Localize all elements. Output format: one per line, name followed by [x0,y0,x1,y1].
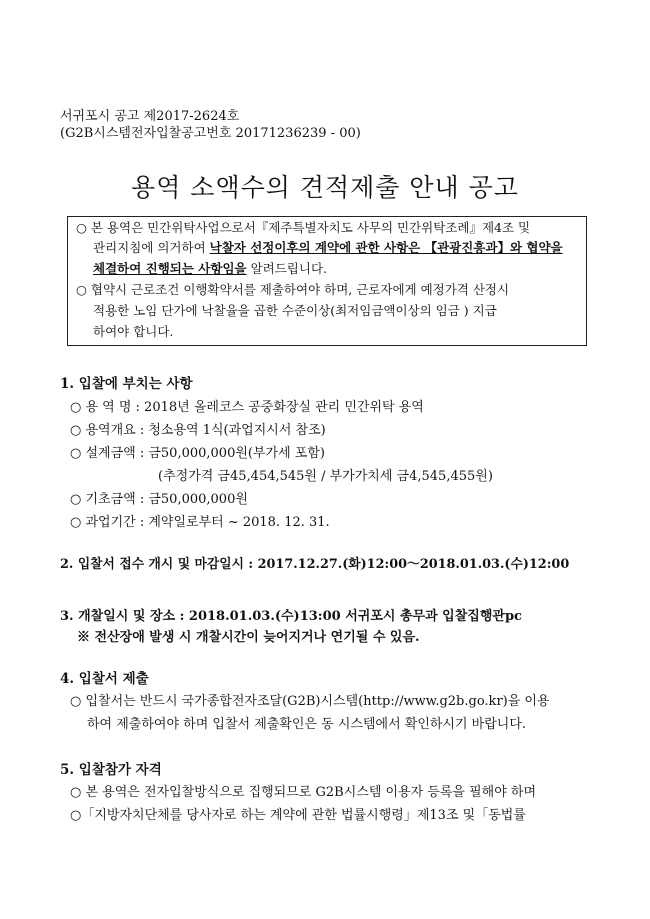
section-5-line2: ○「지방자치단체를 당사자로 하는 계약에 관한 법률시행령」제13조 및「동법률 [70,808,526,823]
notice-box [67,216,587,346]
box-p2-line2: 적용한 노임 단가에 낙찰율을 곱한 수준이상(최저임금액이상의 임금 ) 지급 [93,303,497,318]
page-title: 용역 소액수의 견적제출 안내 공고 [131,173,519,202]
section-3-title: 3. 개찰일시 및 장소 : 2018.01.03.(수)13:00 서귀포시 총무과 입찰집행관pc [60,609,522,624]
task-period: ○ 과업기간 : 계약일로부터 ~ 2018. 12. 31. [70,515,330,530]
section-5-title: 5. 입찰참가 자격 [60,762,162,778]
section-4-title: 4. 입찰서 제출 [60,671,149,687]
design-amount: ○ 설계금액 : 금50,000,000원(부가세 포함) [70,446,325,461]
box-p1-line3 [93,259,327,279]
service-name: ○ 용 역 명 : 2018년 올레코스 공중화장실 관리 민간위탁 용역 [70,400,424,415]
service-summary: ○ 용역개요 : 청소용역 1식(과업지시서 참조) [70,423,326,438]
section-5-line1: ○ 본 용역은 전자입찰방식으로 집행되므로 G2B시스템 이용자 등록을 필해야 하며 [70,785,537,800]
box-p2-line3: 하여야 합니다. [93,324,174,339]
section-4-line2: 하여 제출하여야 하며 입찰서 제출확인은 동 시스템에서 확인하시기 바랍니다. [87,717,527,732]
box-p1-line2-emph: 낙찰자 선정이후의 계약에 관한 사항은 【관광진흥과】와 협약을 [209,240,563,255]
box-p1-line3-text: 알려드립니다. [246,261,328,276]
section-3-note: ※ 전산장애 발생 시 개찰시간이 늦어지거나 연기될 수 있음. [77,630,420,645]
notice-number: 서귀포시 공고 제2017-2624호 [60,109,240,124]
box-p2-line1: ○ 협약시 근로조건 이행확약서를 제출하여야 하며, 근로자에게 예정가격 산정시 [76,282,510,297]
base-amount: ○ 기초금액 : 금50,000,000원 [70,492,248,507]
section-2-title: 2. 입찰서 접수 개시 및 마감일시 : 2017.12.27.(화)12:00～2018.01.03.(수)12:00 [60,557,570,572]
section-1-title: 1. 입찰에 부치는 사항 [60,376,193,392]
section-4-line1: ○ 입찰서는 반드시 국가종합전자조달(G2B)시스템(http://www.g2b.go.kr)을 이용 [70,694,550,709]
box-p1-line3-emph: 체결하여 진행되는 사항임을 [93,261,247,276]
g2b-notice-number: (G2B시스템전자입찰공고번호 20171236239 - 00) [60,126,361,141]
box-p1-line2-text: 관리지침에 의거하여 [93,240,210,255]
box-p1-line1: ○ 본 용역은 민간위탁사업으로서『제주특별자치도 사무의 민간위탁조례』제4조 및 [76,220,531,235]
box-p1-line2 [93,238,563,258]
estimated-price: (추정가격 금45,454,545원 / 부가가치세 금4,545,455원) [158,469,493,484]
